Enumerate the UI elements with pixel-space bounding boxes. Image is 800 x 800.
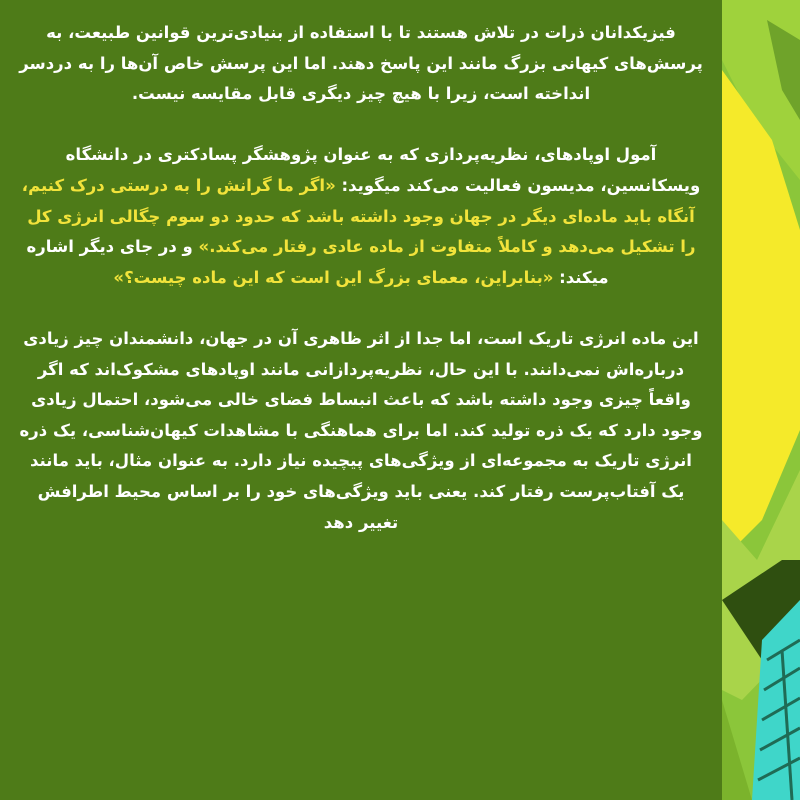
text-segment: فیزیکدانان ذرات در تلاش هستند تا با استفاده از بنیادی‌ترین قوانین طبیعت، به پرسش‌های کیهانی بزرگ مانند این پاسخ دهند. اما این پرسش خاص آن‌ها را به دردسر انداخته است، زیرا با هیچ چیز دیگری قابل مقایسه نیست. xyxy=(19,23,703,104)
abstract-shapes-graphic xyxy=(722,0,800,800)
decorative-side-strip xyxy=(722,0,800,800)
text-segment: این ماده انرژی تاریک است، اما جدا از اثر ظاهری آن در جهان، دانشمندان چیز زیادی درباره‌اش نمی‌دانند. با این حال، نظریه‌پردازانی مانند اوپادهای مشکوک‌اند که اگر واقعاً چیزی وجود داشته باشد که باعث انبساط فضای خالی می‌شود، احتمال زیادی وجود دارد که یک ذره تولید کند. اما برای هماهنگی با مشاهدات کیهان‌شناسی، یک ذره انرژی تاریک به مجموعه‌ای از ویژگی‌های پیچیده نیاز دارد. به عنوان مثال، باید مانند یک آفتاب‌پرست رفتار کند. یعنی باید ویژگی‌های خود را بر اساس محیط اطرافش تغییر دهد xyxy=(19,328,703,532)
article-text xyxy=(18,18,704,569)
paragraph-3 xyxy=(18,324,704,538)
paragraph-1 xyxy=(18,18,704,110)
highlighted-quote: «اگر ما گرانش را به درستی درک کنیم، آنگاه باید ماده‌ای دیگر در جهان وجود داشته باشد که حدود دو سوم چگالی انرژی کل را تشکیل می‌دهد و کاملاً متفاوت از ماده عادی رفتار می‌کند.» xyxy=(21,175,696,257)
highlighted-quote: «بنابراین، معمای بزرگ این است که این ماده چیست؟» xyxy=(113,267,554,287)
text-segment: آمول اوپادهای، نظریه‌پردازی که به عنوان پژوهشگر پسادکتری در دانشگاه ویسکانسین، مدیسون فعالیت می‌کند میگوید: xyxy=(65,145,701,195)
text-segment: و در جای دیگر اشاره میکند: xyxy=(26,237,609,287)
paragraph-2 xyxy=(18,140,704,293)
